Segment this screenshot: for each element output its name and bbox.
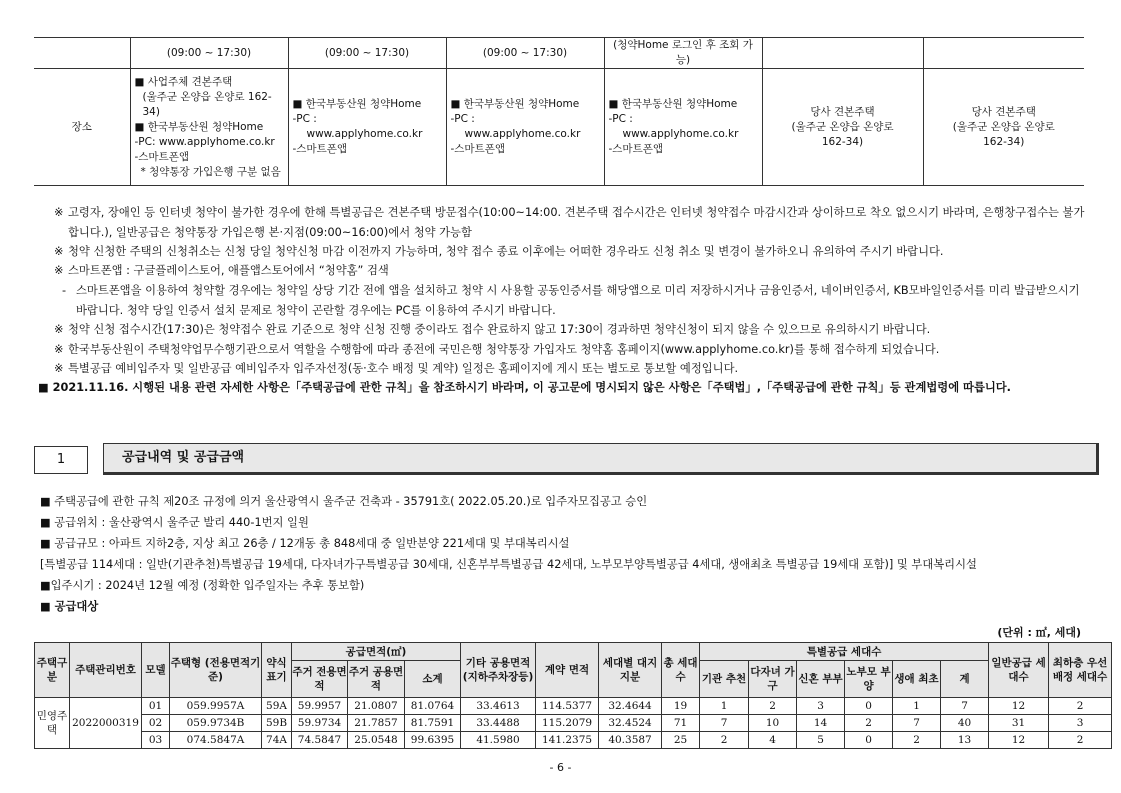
th-mgmt: 주택관리번호: [70, 643, 142, 698]
th-inst: 기관 추천: [700, 661, 749, 698]
th-first: 생애 최초: [893, 661, 941, 698]
section-title: 공급내역 및 공급금액: [103, 443, 1099, 475]
item-supply-target: ■ 공급대상: [40, 600, 99, 613]
th-newlywed: 신혼 부부: [797, 661, 845, 698]
th-general: 일반공급 세대수: [989, 643, 1049, 698]
place-col-6: 당사 견본주택 (울주군 온양읍 온양로 162-34): [923, 69, 1084, 186]
time-cell-3: (09:00 ~ 17:30): [446, 38, 604, 69]
note-4: - 스마트폰앱을 이용하여 청약할 경우에는 청약일 상당 기간 전에 앱을 설치하고 청약 시 사용할 공동인증서를 해당앱으로 미리 저장하시거나 금융인증서, 네이버인증서, KB모바일인증서를 미리 발급받으시기 바랍니다. 청약 당일 인증서 설치 문제로 청약이 곤란할 경우에는 PC를 이용하여 주시기 바랍니다.: [62, 284, 1080, 317]
note-2: ※ 청약 신청한 주택의 신청취소는 신청 당일 청약신청 마감 이전까지 가능하며, 청약 접수 종료 이후에는 어떠한 경우라도 신청 취소 및 변경이 불가하오니 유의하여 주시기 바랍니다.: [54, 245, 944, 258]
th-housing-type: 주택형 (전용면적기준): [170, 643, 262, 698]
note-8: ■ 2021.11.16. 시행된 내용 관련 자세한 사항은「주택공급에 관한 규칙」을 참조하시기 바라며, 이 공고문에 명시되지 않은 사항은「주택법」,「주택공급에 관한 규칙」등 관계법령에 따릅니다.: [38, 381, 1011, 394]
th-total-units: 총 세대수: [662, 643, 700, 698]
place-col-1: ■ 사업주체 견본주택 (울주군 온양읍 온양로 162-34) ■ 한국부동산원 청약Home -PC: www.applyhome.co.kr -스마트폰앱 * 청약통장 가입은행 구분 없음: [130, 69, 288, 186]
th-exclusive: 주거 전용면적: [292, 661, 348, 698]
note-3: ※ 스마트폰앱 : 구글플레이스토어, 애플앱스토어에서 “청약홈” 검색: [54, 264, 389, 277]
th-subtotal: 소계: [405, 661, 461, 698]
place-col-4: ■ 한국부동산원 청약Home -PC : www.applyhome.co.kr -스마트폰앱: [604, 69, 762, 186]
note-6: ※ 한국부동산원이 주택청약업무수행기관으로서 역할을 수행함에 따라 종전에 국민은행 청약통장 가입자도 청약홈 홈페이지(www.applyhome.co.kr)를 통해 접수하게 되었습니다.: [54, 343, 940, 356]
table-row: 민영주택 2022000319 01 059.9957A 59A 59.9957 21.0807 81.0764 33.4613 114.5377 32.4644 19 1 2 3 0 1 7 12 2: [35, 698, 1112, 715]
th-model: 모델: [142, 643, 170, 698]
th-other: 기타 공용면적 (지하주차장등): [461, 643, 536, 698]
th-abbr: 약식표기: [262, 643, 292, 698]
place-col-5: 당사 견본주택 (울주군 온양읍 온양로 162-34): [762, 69, 923, 186]
section-number: 1: [34, 446, 88, 474]
time-cell-2: (09:00 ~ 17:30): [288, 38, 446, 69]
item-scale: ■ 공급규모 : 아파트 지하2층, 지상 최고 26층 / 12개동 총 848세대 중 일반분양 221세대 및 부대복리시설: [40, 537, 570, 550]
th-lowest: 최하층 우선배정 세대수: [1049, 643, 1112, 698]
th-type: 주택구분: [35, 643, 70, 698]
th-contract: 계약 면적: [536, 643, 599, 698]
th-supply-area: 공급면적(㎡): [292, 643, 461, 661]
item-approval: ■ 주택공급에 관한 규칙 제20조 규정에 의거 울산광역시 울주군 건축과 - 35791호( 2022.05.20.)로 입주자모집공고 승인: [40, 495, 648, 508]
th-sum: 계: [941, 661, 989, 698]
th-elderly: 노부모 부양: [845, 661, 893, 698]
th-land: 세대별 대지지분: [599, 643, 662, 698]
note-5: ※ 청약 신청 접수시간(17:30)은 청약접수 완료 기준으로 청약 신청 진행 중이라도 접수 완료하지 않고 17:30이 경과하면 청약신청이 되지 않을 수 있으므로 유의하시기 바랍니다.: [54, 323, 931, 336]
th-multi: 다자녀 가구: [749, 661, 797, 698]
item-special-supply: [특별공급 114세대 : 일반(기관추천)특별공급 19세대, 다자녀가구특별공급 30세대, 신혼부부특별공급 42세대, 노부모부양특별공급 4세대, 생애최초 특별공급 19세대 포함)] 및 부대복리시설: [40, 558, 977, 571]
note-1: ※ 고령자, 장애인 등 인터넷 청약이 불가한 경우에 한해 특별공급은 견본주택 방문접수(10:00~14:00. 견본주택 접수시간은 인터넷 청약접수 마감시간과 상이하므로 착오 없으시기 바라며, 은행창구접수는 불가합니다.), 일반공급은 청약통장 가입은행 본·지점(09:00~16:00)에서 청약 가능함: [54, 206, 1085, 239]
supply-table: [34, 642, 1112, 749]
place-col-3: ■ 한국부동산원 청약Home -PC : www.applyhome.co.kr -스마트폰앱: [446, 69, 604, 186]
th-common: 주거 공용면적: [348, 661, 405, 698]
table-row: 02 059.9734B 59B 59.9734 21.7857 81.7591 33.4488 115.2079 32.4524 71 7 10 14 2 7 40 31 3: [35, 715, 1112, 732]
unit-label: (단위 : ㎡, 세대): [997, 626, 1081, 639]
place-col-2: ■ 한국부동산원 청약Home -PC : www.applyhome.co.kr -스마트폰앱: [288, 69, 446, 186]
time-cell-1: (09:00 ~ 17:30): [130, 38, 288, 69]
item-move-in: ■입주시기 : 2024년 12월 예정 (정확한 입주일자는 추후 통보함): [40, 579, 365, 592]
group-cell: 민영주택: [35, 698, 70, 749]
time-note-cell: (청약Home 로그인 후 조회 가능): [604, 38, 762, 69]
page-number: - 6 -: [549, 761, 572, 774]
table-row: 03 074.5847A 74A 74.5847 25.0548 99.6395 41.5980 141.2375 40.3587 25 2 4 5 0 2 13 12 2: [35, 732, 1112, 749]
place-label: 장소: [34, 69, 130, 186]
note-7: ※ 특별공급 예비입주자 및 일반공급 예비입주자 입주자선정(동·호수 배정 및 계약) 일정은 홈페이지에 게시 또는 별도로 통보할 예정입니다.: [54, 362, 739, 375]
schedule-table: [34, 37, 1084, 186]
mgmt-no-cell: 2022000319: [70, 698, 142, 749]
item-location: ■ 공급위치 : 울산광역시 울주군 발리 440-1번지 일원: [40, 516, 309, 529]
th-special: 특별공급 세대수: [700, 643, 989, 661]
